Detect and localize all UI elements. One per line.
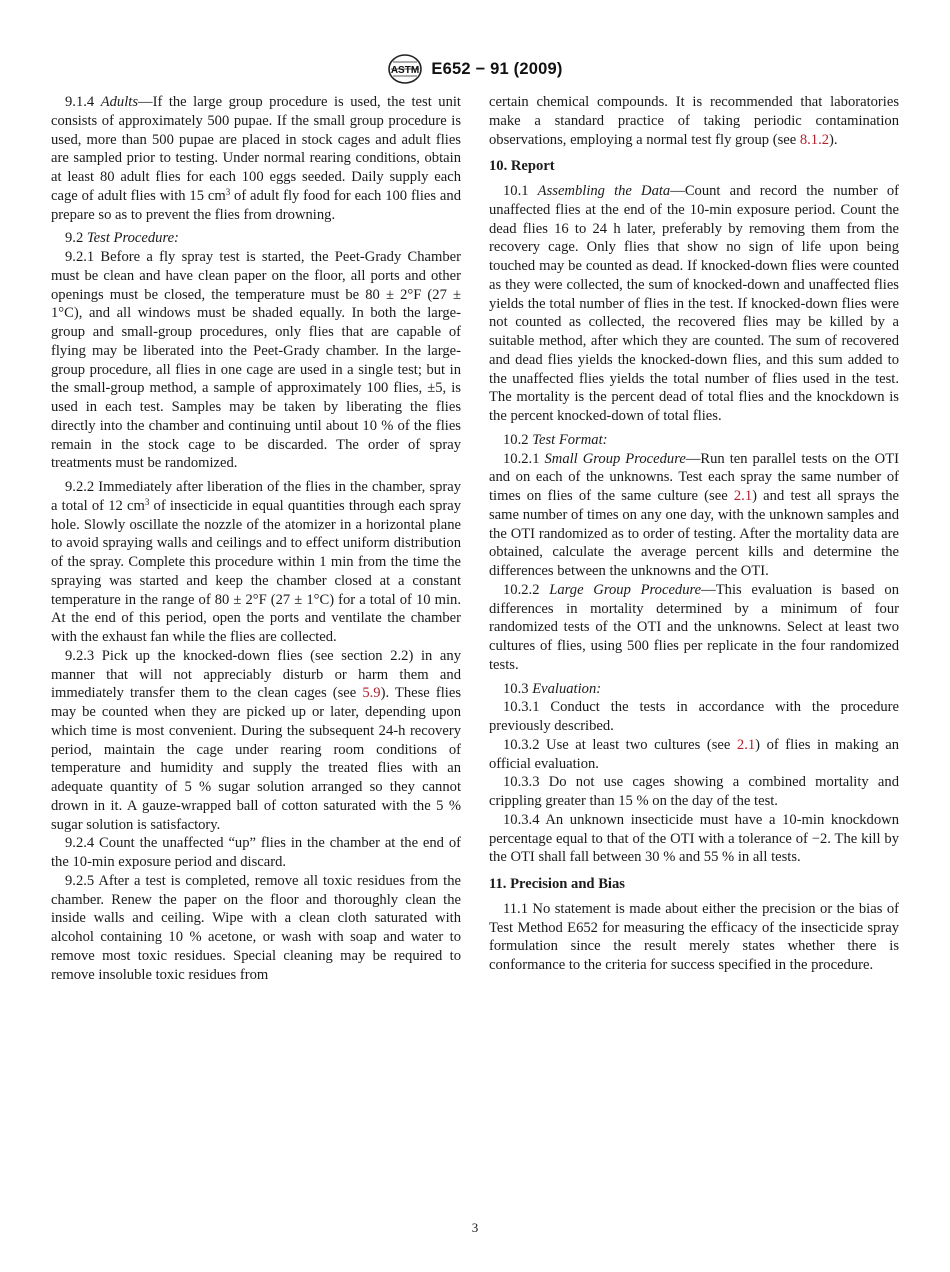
ref-link-2-1[interactable]: 2.1 [733,488,753,504]
standard-designation: E652 − 91 (2009) [431,59,563,78]
paragraph-10-1: 10.1 Assembling the Data—Count and record the number of unaffected flies at the end of the 10-min exposure period. Count the dead flies 16 to 24 h later, preferably by removing them from the recovery cage. Only flies that show no sign of life upon being touched may be counted as dead. If knocked-down flies were counted as they were collected, the sum of knocked-down and unaffected flies yields the total number of flies in the test. If knocked-down flies were not counted as collected, the recovered flies may be killed by a suitable method, after which they are counted. The sum of recovered and dead flies yields the knocked-down flies, and this sum added to the unaffected flies yields the total number of flies used in the test. The mortality is the percent dead of total flies and the knockdown is the percent knocked-down of total flies. [489,183,899,424]
paragraph-10-3-4: 10.3.4 An unknown insecticide must have a 10-min knockdown percentage equal to that of the OTI with a tolerance of −2. The kill by the OTI shall fall between 30 % and 55 % in all tests. [489,811,899,866]
page-header [0,52,950,86]
left-column [51,93,461,984]
paragraph-continuation: certain chemical compounds. It is recommended that laboratories make a standard practice of taking periodic contamination observations, employing a normal test fly group (see 8.1.2). [489,94,899,148]
paragraph-9-2-5: 9.2.5 After a test is completed, remove all toxic residues from the chamber. Renew the paper on the floor and thoroughly clean the inside walls and ceiling. Wipe with a clean cloth saturated with alcohol containing 10 % acetone, or wash with soap and water to remove most toxic residues. Special cleaning may be required to remove insoluble toxic residues from [51,872,461,983]
astm-logo-icon [387,53,423,85]
paragraph-9-2-2: 9.2.2 Immediately after liberation of the flies in the chamber, spray a total of 12 $cm^3$ of insecticide in equal quantities through each spray hole. Slowly oscillate the nozzle of the atomizer in a horizontal plane to avoid spraying walls and ceilings and to effect uniform distribution of the spray. Complete this procedure within 1 min from the time the spraying was started and keep the chamber closed at a constant temperature in the range of 80 ± 2°F (27 ± 1°C) for a total of 10 min. At the end of this period, open the ports and ventilate the chamber with the exhaust fan while the flies are collected. [51,479,462,645]
right-column [489,93,899,975]
paragraph-10-3: 10.3 Evaluation: [503,680,602,697]
ref-link-2-1-second[interactable]: 2.1 [736,736,756,753]
logo-text: ASTM [391,65,420,76]
paragraph-11-1: 11.1 No statement is made about either the precision or the bias of Test Method E652 for measuring the efficacy of the insecticide spray formulation since the result merely states whether there is conformance to the criteria for success specified in the procedure. [489,900,899,973]
paragraph-9-2: 9.2 Test Procedure: [65,230,179,247]
paragraph-10-3-2: 10.3.2 Use at least two cultures (see 2.1) of flies in making an official evaluation. [489,736,899,772]
ref-link-5-9[interactable]: 5.9 [362,685,381,702]
ref-link-8-1-2[interactable]: 8.1.2 [799,131,830,148]
paragraph-9-2-4: 9.2.4 Count the unaffected “up” flies in the chamber at the end of the 10-min exposure period and discard. [51,835,461,870]
page-number: 3 [471,1220,479,1235]
paragraph-10-2: 10.2 Test Format: [503,431,608,448]
section-heading-precision-bias: 11. Precision and Bias [489,876,625,892]
section-heading-report: 10. Report [489,158,555,175]
paragraph-9-2-1: 9.2.1 Before a fly spray test is started, the Peet-Grady Chamber must be clean and have clean paper on the floor, all ports and other openings must be closed, the temperature must be 80 ± 2°F (27 ± 1°C), and all windows must be shaded equally. In both the large-group and small-group procedures, only flies that are capable of flying may be liberated into the Peet-Grady chamber. In the large-group procedure, all flies in one cage are used in a single test; but in the small-group method, a sample of approximately 100 flies, ±5, is used in each test. Samples may be taken by liberating the flies directly into the chamber and continuing until about 10 % of the flies remain in the stock cage to be discarded. The order of spray treatments must be randomized. [51,249,461,472]
paragraph-10-3-1: 10.3.1 Conduct the tests in accordance with the procedure previously described. [489,699,899,734]
paragraph-9-1-4: 9.1.4 Adults—If the large group procedure is used, the test unit consists of approximately 500 pupae. If the small group procedure is used, more than 500 pupae are placed in stock cages and adult flies are sampled prior to testing. Under normal rearing conditions, obtain at least 80 adult flies for each 100 eggs seeded. Daily supply each cage of adult flies with 15 $cm^3$ of adult fly food for each 100 flies and prepare so as to prevent the flies from drowning. [51,94,462,223]
paragraph-9-2-3: 9.2.3 Pick up the knocked-down flies (see section 2.2) in any manner that will not appreciably disturb or harm them and immediately transfer them to the clean cages (see 5.9). These flies may be counted when they are picked up or later, depending upon which time is most convenient. During the subsequent 24-h recovery period, maintain the cage under rearing room conditions of temperature and humidity and supply the treated flies with an adequate quantity of 5 % sugar solution arranged so they cannot drown in it. A gauze-wrapped ball of cotton saturated with the 5 % sugar solution is satisfactory. [51,647,462,833]
paragraph-10-2-1: 10.2.1 Small Group Procedure—Run ten parallel tests on the OTI and on each of the unknowns. Test each spray the same number of times on flies of the same culture (see 2.1) and test all sprays the same number of times on any one day, with the unknown samples and the OTI randomized as to order of testing. After the mortality data are obtained, calculate the average percent kills and determine the differences between the unknowns and the OTI. [489,450,899,579]
paragraph-10-2-2: 10.2.2 Large Group Procedure—This evaluation is based on differences in mortality determined by a minimum of four randomized tests of the OTI and the unknowns. Select at least two cultures of flies, using 500 flies per replicate in the four randomized tests. [489,581,899,673]
paragraph-10-3-3: 10.3.3 Do not use cages showing a combined mortality and crippling greater than 15 % on the day of the test. [489,774,899,809]
